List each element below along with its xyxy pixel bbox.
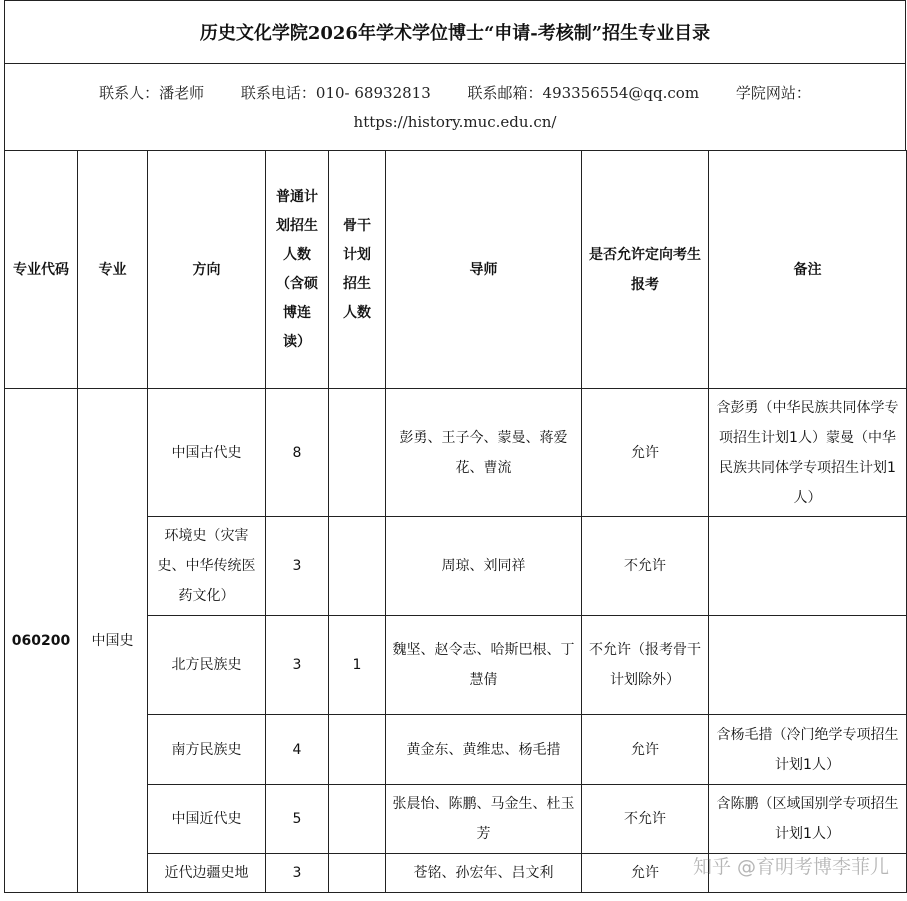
targeted-cell: 允许: [582, 389, 709, 517]
advisors-cell: 周琼、刘同祥: [386, 517, 582, 616]
direction-cell: 南方民族史: [148, 715, 266, 785]
targeted-cell: 允许: [582, 854, 709, 893]
regular-count: 5: [266, 785, 329, 854]
header-regular-plan: 普通计划招生人数（含硕博连读）: [266, 151, 329, 389]
targeted-cell: 允许: [582, 715, 709, 785]
direction-cell: 环境史（灾害史、中华传统医药文化）: [148, 517, 266, 616]
remarks-cell: [709, 616, 907, 715]
direction-cell: 中国近代史: [148, 785, 266, 854]
advisors-cell: 黄金东、黄维忠、杨毛措: [386, 715, 582, 785]
contact-phone: 联系电话：010- 68932813: [240, 84, 431, 102]
direction-cell: 中国古代史: [148, 389, 266, 517]
header-direction: 方向: [148, 151, 266, 389]
targeted-cell: 不允许: [582, 785, 709, 854]
remarks-cell: 含彭勇（中华民族共同体学专项招生计划1人）蒙曼（中华民族共同体学专项招生计划1人）: [709, 389, 907, 517]
advisors-cell: 魏坚、赵令志、哈斯巴根、丁慧倩: [386, 616, 582, 715]
backbone-count: 1: [329, 616, 386, 715]
admission-catalog: [4, 0, 906, 893]
catalog-table: [4, 150, 907, 893]
regular-count: 3: [266, 854, 329, 893]
targeted-cell: 不允许: [582, 517, 709, 616]
backbone-count: [329, 389, 386, 517]
remarks-cell: [709, 854, 907, 893]
contact-person: 联系人：潘老师: [99, 84, 205, 102]
regular-count: 3: [266, 517, 329, 616]
targeted-cell: 不允许（报考骨干计划除外）: [582, 616, 709, 715]
regular-count: 8: [266, 389, 329, 517]
page-title: 历史文化学院2026年学术学位博士“申请-考核制”招生专业目录: [4, 0, 906, 63]
header-row: [5, 151, 907, 389]
header-targeted: 是否允许定向考生报考: [582, 151, 709, 389]
remarks-cell: [709, 517, 907, 616]
backbone-count: [329, 854, 386, 893]
advisors-cell: 彭勇、王子今、蒙曼、蒋爱花、曹流: [386, 389, 582, 517]
header-backbone-plan: 骨干计划招生人数: [329, 151, 386, 389]
major-name: 中国史: [78, 389, 148, 893]
website-link[interactable]: https://history.muc.edu.cn/: [353, 113, 557, 131]
remarks-cell: 含陈鹏（区域国别学专项招生计划1人）: [709, 785, 907, 854]
header-major: 专业: [78, 151, 148, 389]
major-code: 060200: [5, 389, 78, 893]
advisors-cell: 张晨怡、陈鹏、马金生、杜玉芳: [386, 785, 582, 854]
direction-cell: 近代边疆史地: [148, 854, 266, 893]
header-code: 专业代码: [5, 151, 78, 389]
remarks-cell: 含杨毛措（冷门绝学专项招生计划1人）: [709, 715, 907, 785]
table-row: [5, 389, 907, 517]
advisors-cell: 苍铭、孙宏年、吕文利: [386, 854, 582, 893]
backbone-count: [329, 715, 386, 785]
contact-info: [4, 63, 906, 150]
header-advisors: 导师: [386, 151, 582, 389]
direction-cell: 北方民族史: [148, 616, 266, 715]
watermark: 知乎 @育明考博李菲儿: [692, 856, 889, 878]
website-label: 学院网站：: [735, 84, 811, 102]
regular-count: 3: [266, 616, 329, 715]
backbone-count: [329, 785, 386, 854]
backbone-count: [329, 517, 386, 616]
regular-count: 4: [266, 715, 329, 785]
header-remarks: 备注: [709, 151, 907, 389]
contact-email: 联系邮箱：493356554@qq.com: [467, 84, 700, 102]
